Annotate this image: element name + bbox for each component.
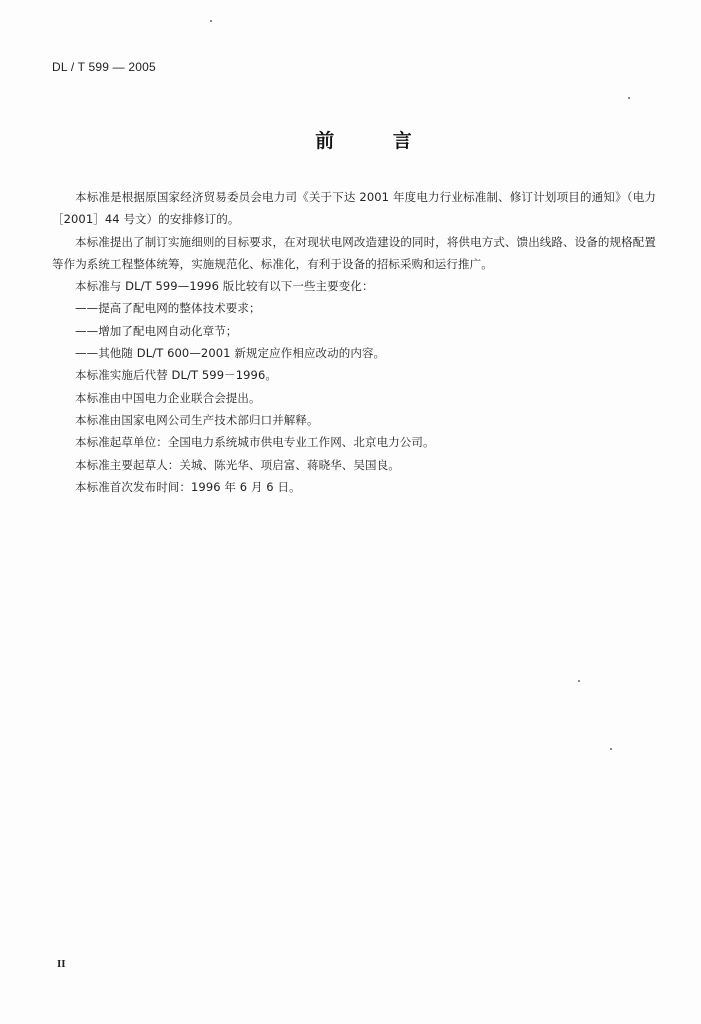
page-title: 前 言 [315,130,438,152]
paragraph-revision-basis: 本标准是根据原国家经济贸易委员会电力司《关于下达 2001 年度电力行业标准制、修订计划项目的通知》（电力［2001］44 号文）的安排修订的。 [52,190,656,227]
scan-speck [578,680,580,682]
preface-body [52,186,656,498]
scan-speck [628,97,630,99]
paragraph-first-release: 本标准首次发布时间：1996 年 6 月 6 日。 [75,479,301,494]
paragraph-proposed-by: 本标准由中国电力企业联合会提出。 [75,390,261,405]
paragraph-changes-intro: 本标准与 DL/T 599—1996 版比较有以下一些主要变化： [75,279,374,294]
change-item: ——增加了配电网自动化章节； [75,323,238,338]
paragraph-objectives: 本标准提出了制订实施细则的目标要求，在对现状电网改造建设的同时，将供电方式、馈出线路、设备的规格配置等作为系统工程整体统筹，实施规范化、标准化，有利于设备的招标采购和运行推广。 [52,234,656,271]
page-number: II [57,958,66,970]
paragraph-supersedes: 本标准实施后代替 DL/T 599－1996。 [75,368,277,383]
paragraph-interpreted-by: 本标准由国家电网公司生产技术部归口并解释。 [75,412,319,427]
scan-speck [610,748,612,750]
paragraph-drafters: 本标准主要起草人：关城、陈光华、项启富、蒋晓华、吴国良。 [75,457,400,472]
paragraph-drafting-units: 本标准起草单位：全国电力系统城市供电专业工作网、北京电力公司。 [75,435,435,450]
change-item: ——提高了配电网的整体技术要求； [75,301,261,316]
scan-speck [210,20,212,22]
standard-code-header: DL / T 599 — 2005 [52,60,156,74]
change-item: ——其他随 DL/T 600—2001 新规定应作相应改动的内容。 [75,346,386,361]
